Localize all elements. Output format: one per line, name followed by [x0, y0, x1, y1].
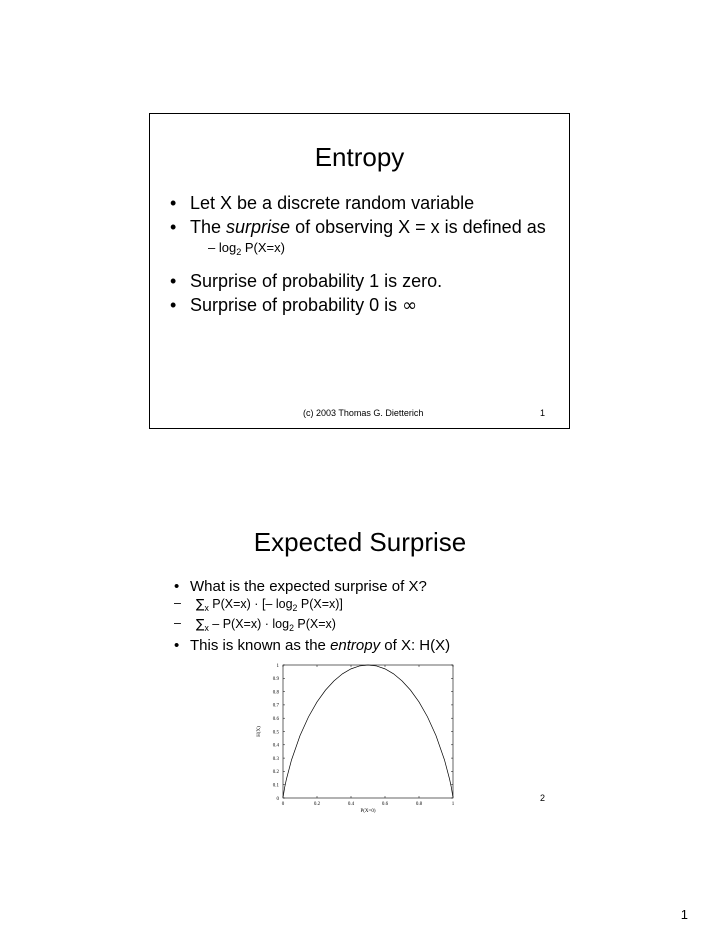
subscript: 2 [292, 603, 298, 613]
y-tick-label: 0.8 [272, 690, 279, 696]
bullet-item [170, 293, 550, 318]
emphasis-text: surprise [226, 217, 291, 237]
y-tick-label: 0.5 [272, 730, 279, 736]
x-tick-label: 0.6 [381, 802, 389, 807]
x-tick-label: 0.8 [415, 802, 423, 807]
formula-text: – log [208, 240, 237, 255]
sum-symbol: ∑ [196, 596, 205, 611]
slide-number: 1 [540, 408, 546, 418]
bullet-text: Surprise of probability 1 is zero. [190, 271, 443, 291]
x-tick-label: 0.2 [313, 802, 321, 807]
subscript: 2 [236, 247, 242, 257]
sub-bullet-item [170, 239, 550, 261]
bullet-item [170, 215, 550, 239]
subscript: x [204, 623, 209, 633]
slide-title: Expected Surprise [253, 527, 467, 557]
y-tick-label: 0.6 [272, 717, 279, 722]
bullet-list [170, 191, 550, 318]
x-tick-label: 1 [451, 802, 455, 807]
y-tick-label: 0.2 [272, 770, 279, 776]
bullet-text: Let X be a discrete random variable [190, 193, 475, 213]
bullet-text: Surprise of probability 0 is [190, 295, 403, 315]
bullet-item [170, 269, 550, 293]
sub-bullet-item [174, 596, 574, 616]
infinity-symbol: ∞ [402, 295, 418, 316]
plot-frame [283, 665, 453, 798]
slide-footer: (c) 2003 Thomas G. Dietterich [303, 408, 424, 418]
y-tick-label: 1 [276, 663, 279, 669]
y-tick-label: 0 [276, 796, 279, 802]
x-tick-label: 0.4 [347, 802, 355, 807]
formula-text: P(X=x) [293, 617, 336, 631]
entropy-curve [283, 665, 453, 797]
formula-text: P(X=x) · [– log [208, 597, 293, 611]
bullet-list [174, 577, 574, 655]
page-number: 1 [680, 907, 688, 922]
bullet-item [170, 191, 550, 215]
slide-title: Entropy [314, 142, 405, 172]
bullet-text: This is known as the [190, 637, 331, 654]
y-axis-label: H(X) [257, 726, 262, 737]
bullet-text: What is the expected surprise of X? [190, 578, 427, 595]
sum-symbol: ∑ [196, 616, 205, 631]
y-tick-label: 0.4 [272, 743, 279, 749]
subscript: 2 [289, 623, 294, 633]
y-tick-label: 0.3 [272, 756, 279, 762]
formula-text: P(X=x) [241, 240, 285, 255]
bullet-item [174, 577, 574, 596]
entropy-chart [248, 660, 478, 816]
emphasis-text: entropy [330, 637, 381, 654]
x-tick-label: 0 [281, 802, 285, 807]
y-tick-label: 0.1 [272, 783, 279, 789]
slide-number: 2 [540, 793, 546, 803]
y-tick-label: 0.7 [272, 703, 279, 709]
slide-1 [149, 113, 570, 429]
subscript: x [204, 603, 209, 613]
x-axis-label: P(X=0) [360, 809, 376, 814]
formula-text: P(X=x)] [297, 597, 343, 611]
bullet-text: The [190, 217, 227, 237]
formula-text: – P(X=x) · log [208, 617, 290, 631]
sub-bullet-item [174, 616, 574, 636]
y-tick-label: 0.9 [272, 677, 279, 683]
bullet-text: of observing X = x is defined as [290, 217, 546, 237]
bullet-text: of X: H(X) [380, 637, 451, 654]
bullet-item [174, 636, 574, 655]
